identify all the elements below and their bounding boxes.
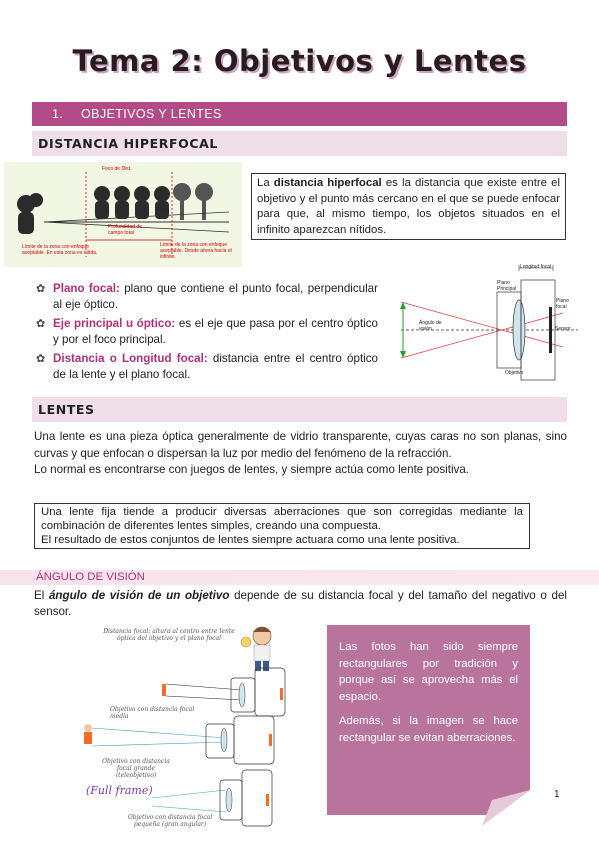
lens-label-sensor: Sensor	[555, 326, 571, 332]
hiperfocal-label-mid: Profundidad de campo total	[108, 224, 142, 236]
section-label: OBJETIVOS Y LENTES	[80, 107, 222, 121]
bullet-distancia-focal-text	[53, 351, 378, 383]
bullet-plano-focal-text	[53, 281, 378, 313]
angulo-heading-text: ÁNGULO DE VISIÓN	[36, 571, 145, 583]
bullet-distancia-focal	[36, 351, 378, 383]
bullet-body: plano que contiene el punto focal, perpendicular al eje óptico.	[53, 282, 378, 311]
hiperfocal-illustration	[4, 162, 242, 267]
flower-bullet-icon: ✿	[36, 353, 46, 365]
definitions-list	[36, 281, 378, 383]
hiperfocal-label-right: Límite de la zona con enfoque aceptable. Desde ahora hacia el infinito.	[160, 242, 232, 260]
lentes-note-1: Una lente fija tiende a producir diversas aberraciones que son corregidas mediante la combinación de diferentes lentes simples, creando una compuesta.	[41, 506, 523, 532]
angulo-caption-2: Objetivo con distancia focal media	[110, 706, 195, 720]
note-paragraph-2: Además, si la imagen se hace rectangular se evitan aberraciones.	[339, 715, 518, 744]
angulo-illustration	[66, 620, 321, 842]
small-person-icon	[84, 724, 92, 744]
lentes-note-box	[34, 503, 530, 549]
angulo-pre: El	[34, 589, 49, 602]
lens-diagram	[393, 262, 583, 392]
angulo-caption-1: Distancia focal: altura al centro entre lente óptica del objetivo y el plano focal	[103, 628, 235, 642]
lens-label-objetivo: Objetivo	[505, 370, 524, 376]
lens-label-longitud: Longitud focal	[520, 264, 552, 270]
bullet-body: es el eje que pasa por el centro óptico y por el foco principal.	[53, 317, 379, 346]
angulo-post: depende de su distancia focal y del tamaño del negativo o del sensor.	[34, 589, 567, 618]
lens-label-plano: Plano Principal	[497, 280, 517, 292]
angulo-heading	[0, 570, 599, 585]
bullet-term: Distancia o Longitud focal:	[53, 352, 208, 365]
angulo-term: ángulo de visión de un objetivo	[48, 589, 230, 602]
hiperfocal-label-top: Foco de Dist.	[102, 166, 132, 172]
angulo-drawing	[66, 620, 321, 842]
lens-label-angulo: Ángulo de visión	[419, 320, 442, 332]
angulo-paragraph	[34, 588, 567, 620]
lentes-heading: LENTES	[32, 397, 567, 422]
lentes-note-2: El resultado de estos conjuntos de lentes siempre actuara como una lente positiva.	[41, 534, 460, 546]
section-number: 1.	[52, 107, 64, 121]
flower-bullet-icon: ✿	[36, 318, 46, 330]
page-number: 1	[554, 789, 560, 800]
section-header	[32, 102, 567, 126]
hiperfocal-def-pre: La	[257, 177, 274, 189]
page-title: Tema 2: Objetivos y Lentes	[72, 44, 527, 78]
hiperfocal-label-left: Límite de la zona con enfoque aceptable. En esta zona es nítida.	[22, 244, 98, 256]
hiperfocal-def-post: es la distancia que existe entre el objetivo y el punto más cercano en el que se puede enfocar para que, al mismo tiempo, los objetos situados en el infinito aparezcan nítidos.	[257, 177, 560, 236]
note-paragraph-1: Las fotos han sido siempre rectangulares por tradición y porque así se aprovecha más el espacio.	[339, 641, 518, 703]
bullet-plano-focal	[36, 281, 378, 313]
sticky-note	[327, 625, 530, 815]
bullet-term: Eje principal u óptico:	[53, 317, 176, 330]
cartoon-person-icon	[241, 627, 271, 671]
hiperfocal-heading: DISTANCIA HIPERFOCAL	[32, 131, 567, 156]
lentes-paragraph-1: Una lente es una pieza óptica generalmente de vidrio transparente, cuyas caras no son planas, sino curvas y que enfocan o dispersan la luz por medio del fenómeno de la refracción.	[34, 430, 567, 460]
hiperfocal-def-term: distancia hiperfocal	[273, 177, 382, 189]
bullet-term: Plano focal:	[53, 282, 120, 295]
hiperfocal-definition	[251, 173, 566, 240]
flower-bullet-icon: ✿	[36, 283, 46, 295]
bullet-eje-principal	[36, 316, 378, 348]
lentes-body	[34, 429, 567, 479]
bullet-eje-principal-text	[53, 316, 378, 348]
angulo-caption-5: Objetivo con distancia focal pequeña (gran angular)	[127, 814, 213, 828]
lens-label-focal: Plano focal	[556, 298, 569, 310]
sticky-note-fold	[482, 790, 530, 826]
lentes-paragraph-2: Lo normal es encontrarse con juegos de lentes, y siempre actúa como lente positiva.	[34, 463, 470, 476]
angulo-caption-3: Objetivo con distancia focal grande (teleobjetivo)	[102, 758, 170, 779]
bullet-body: distancia entre el centro óptico de la lente y el plano focal.	[53, 352, 378, 381]
angulo-caption-4: (Full frame)	[86, 784, 153, 797]
